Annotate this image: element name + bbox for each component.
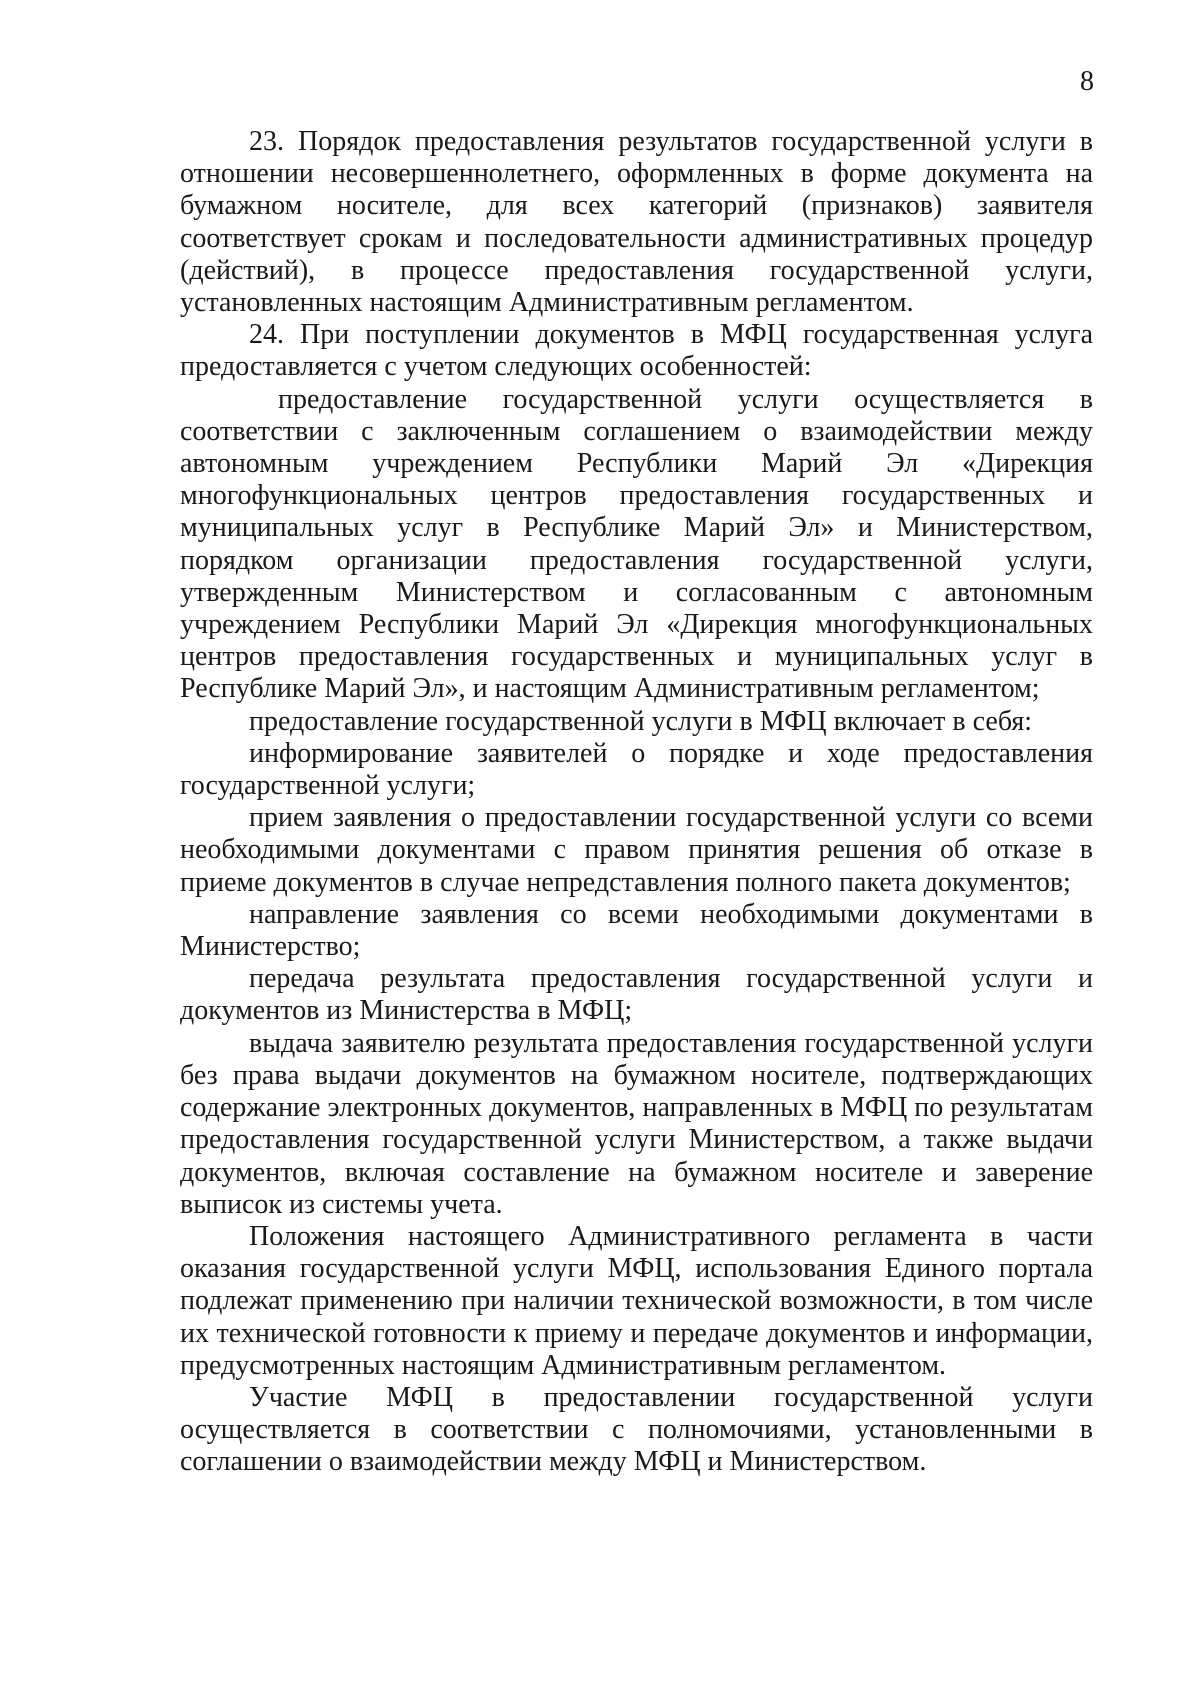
paragraph-regulation-provisions: Положения настоящего Административного регламента в части оказания государственной услуги МФЦ, использования Единого портала подлежат применению при наличии технической возможности, в том числе их технической готовности к приему и передаче документов и информации, предусмотренных настоящим Административным регламентом.	[180, 1220, 1093, 1381]
page-number: 8	[1080, 66, 1094, 97]
paragraph-24-mfc-intro: 24. При поступлении документов в МФЦ государственная услуга предоставляется с учетом следующих особенностей:	[180, 319, 1093, 383]
paragraph-application-reception: прием заявления о предоставлении государственной услуги со всеми необходимыми документами с правом принятия решения об отказе в приеме документов в случае непредставления полного пакета документов;	[180, 802, 1093, 898]
paragraph-mfc-agreement: предоставление государственной услуги осуществляется в соответствии с заключенным соглашением о взаимодействии между автономным учреждением Республики Марий Эл «Дирекция многофункциональных центров предоставления государственных и муниципальных услуг в Республике Марий Эл» и Министерством, порядком организации предоставления государственной услуги, утвержденным Министерством и согласованным с автономным учреждением Республики Марий Эл «Дирекция многофункциональных центров предоставления государственных и муниципальных услуг в Республике Марий Эл», и настоящим Административным регламентом;	[180, 383, 1093, 705]
paragraph-23-result-order: 23. Порядок предоставления результатов государственной услуги в отношении несовершеннолетнего, оформленных в форме документа на бумажном носителе, для всех категорий (признаков) заявителя соответствует срокам и последовательности административных процедур (действий), в процессе предоставления государственной услуги, установленных настоящим Административным регламентом.	[180, 126, 1093, 319]
paragraph-mfc-includes: предоставление государственной услуги в МФЦ включает в себя:	[249, 705, 1033, 737]
paragraph-sending-to-ministry: направление заявления со всеми необходимыми документами в Министерство;	[180, 898, 1093, 963]
paragraph-result-issuance: выдача заявителю результата предоставления государственной услуги без права выдачи документов на бумажном носителе, подтверждающих содержание электронных документов, направленных в МФЦ по результатам предоставления государственной услуги Министерством, а также выдачи документов, включая составление на бумажном носителе и заверение выписок из системы учета.	[180, 1027, 1093, 1220]
paragraph-result-transfer: передача результата предоставления государственной услуги и документов из Министерства в МФЦ;	[180, 963, 1093, 1027]
document-body	[180, 126, 1093, 1479]
paragraph-mfc-participation: Участие МФЦ в предоставлении государственной услуги осуществляется в соответствии с полномочиями, установленными в соглашении о взаимодействии между МФЦ и Министерством.	[180, 1381, 1093, 1478]
paragraph-informing: информирование заявителей о порядке и ходе предоставления государственной услуги;	[180, 737, 1093, 802]
